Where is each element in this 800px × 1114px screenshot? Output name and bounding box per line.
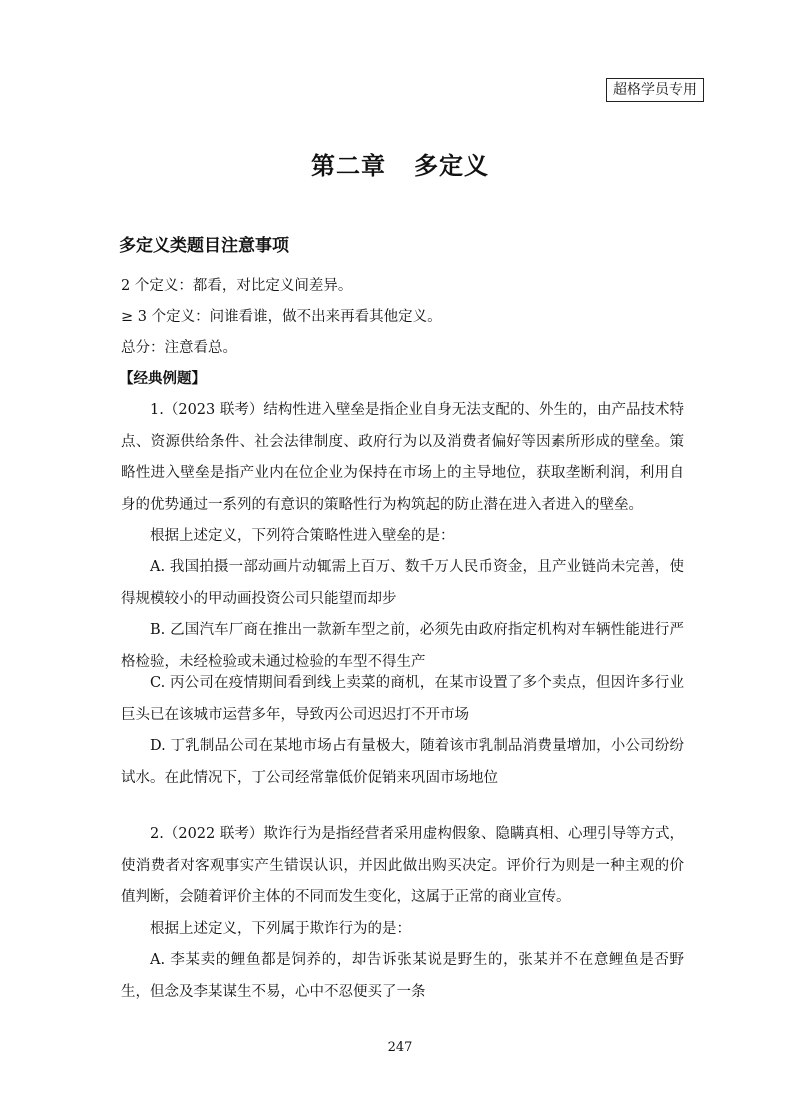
question-1-stem: 1.（2023 联考）结构性进入壁垒是指企业自身无法支配的、外生的，由产品技术特点、资源供给条件、社会法律制度、政府行为以及消费者偏好等因素所形成的壁垒。策略性进入壁垒是指产业内在位企业为保持在市场上的主导地位，获取垄断利润，利用自身的优势通过一系列的有意识的策略性行为构筑起的防止潜在进入者进入的壁垒。	[121, 402, 684, 513]
note-two-definitions: 2 个定义：都看，对比定义间差异。	[121, 278, 353, 294]
question-1-option-b: B. 乙国汽车厂商在推出一款新车型之前，必须先由政府指定机构对车辆性能进行严格检验，未经检验或未通过检验的车型不得生产	[121, 622, 684, 670]
question-2-prompt: 根据上述定义，下列属于欺诈行为的是：	[150, 921, 411, 937]
note-general: 总分：注意看总。	[121, 340, 237, 356]
question-2-stem: 2.（2022 联考）欺诈行为是指经营者采用虚构假象、隐瞒真相、心理引导等方式，使消费者对客观事实产生错误认识，并因此做出购买决定。评价行为则是一种主观的价值判断，会随着评价主体的不同而发生变化，这属于正常的商业宣传。	[121, 826, 684, 905]
student-only-badge: 超格学员专用	[606, 78, 704, 102]
question-2-option-a: A. 李某卖的鲤鱼都是饲养的，却告诉张某说是野生的，张某并不在意鲤鱼是否野生，但念及李某谋生不易，心中不忍便买了一条	[121, 952, 684, 1000]
note-three-definitions: ≥ 3 个定义：问谁看谁，做不出来再看其他定义。	[121, 309, 442, 325]
question-1-prompt: 根据上述定义，下列符合策略性进入壁垒的是：	[150, 528, 455, 544]
chapter-title	[0, 146, 800, 181]
chapter-number: 第二章	[311, 151, 386, 180]
question-1-option-c: C. 丙公司在疫情期间看到线上卖菜的商机，在某市设置了多个卖点，但因许多行业巨头已在该城市运营多年，导致丙公司迟迟打不开市场	[121, 675, 684, 723]
question-1-option-d: D. 丁乳制品公司在某地市场占有量极大，随着该市乳制品消费量增加，小公司纷纷试水。在此情况下，丁公司经常靠低价促销来巩固市场地位	[121, 738, 684, 786]
chapter-name: 多定义	[414, 151, 489, 180]
section-heading: 多定义类题目注意事项	[119, 236, 289, 256]
question-1-option-a: A. 我国拍摄一部动画片动辄需上百万、数千万人民币资金，且产业链尚未完善，使得规模较小的甲动画投资公司只能望而却步	[121, 559, 684, 607]
page-number: 247	[387, 1040, 413, 1055]
classic-examples-label: 【经典例题】	[119, 370, 206, 387]
